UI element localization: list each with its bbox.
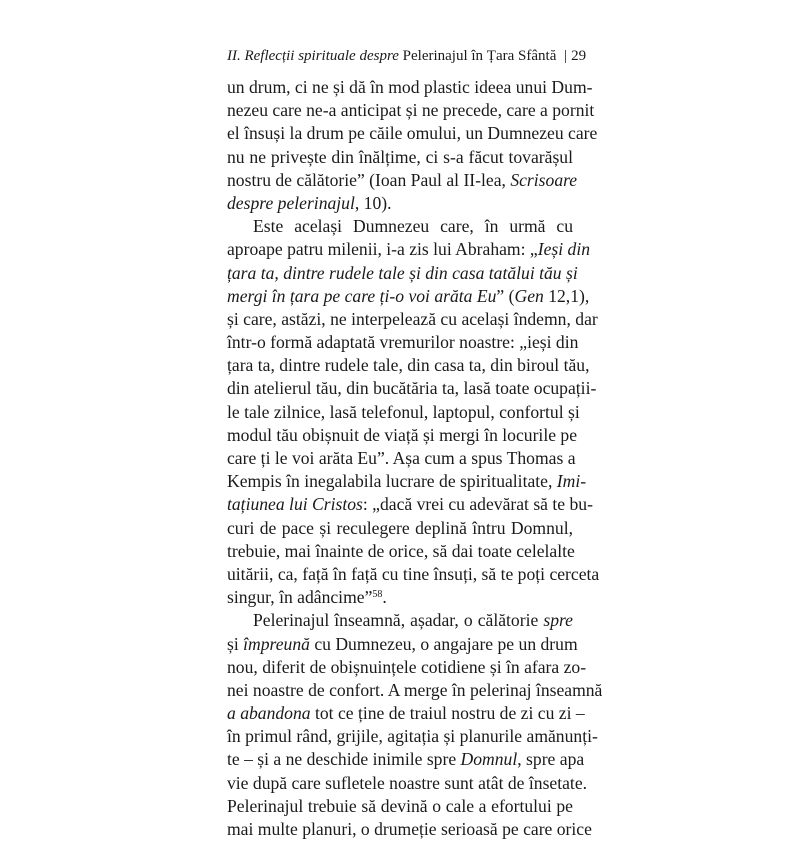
text-run: nou, diferit de obișnuințele cotidiene și în afara zo- <box>227 656 587 677</box>
header-section-title: II. Reflecții spirituale despre <box>227 48 399 64</box>
text-run: Gen <box>514 285 544 306</box>
text-line <box>227 354 590 377</box>
text-run: 12,1), <box>543 285 590 306</box>
text-line <box>227 818 592 841</box>
text-run: care ți le voi arăta Eu”. Așa cum a spus Thomas a <box>227 448 576 468</box>
text-line <box>227 401 580 424</box>
text-run: din atelierul tău, din bucătăria ta, lasă toate ocupații- <box>227 378 597 399</box>
text-line <box>227 122 598 145</box>
text-run: mai multe planuri, o drumeție serioasă pe care orice <box>227 819 592 839</box>
text-run: tațiunea lui Cristos <box>227 494 363 515</box>
header-chapter-title: Pelerinajul în Țara Sfântă <box>402 48 557 64</box>
text-run: aproape patru milenii, i-a zis lui Abraham: „ <box>227 239 538 260</box>
body-text <box>227 76 603 841</box>
text-run: nostru de călătorie” (Ioan Paul al II-lea, <box>227 169 511 190</box>
text-run: și <box>227 633 244 654</box>
text-line <box>227 563 600 586</box>
text-line <box>227 238 591 261</box>
text-run: ” ( <box>496 285 515 306</box>
text-run: singur, în adâncime” <box>227 587 373 608</box>
text-run: . <box>382 587 387 608</box>
text-line <box>227 517 573 540</box>
text-run: nei noastre de confort. A merge în pelerinaj înseamnă <box>227 679 603 700</box>
text-run: a abandona <box>227 703 311 724</box>
text-run: nu ne privește din înălțime, ci s-a făcut tovarășul <box>227 146 573 167</box>
text-line <box>227 725 598 748</box>
running-header <box>227 48 587 65</box>
text-line <box>227 772 588 795</box>
text-run: Scrisoare <box>510 169 578 190</box>
page-number: 29 <box>571 48 587 64</box>
text-line <box>227 99 595 122</box>
header-separator: | <box>564 48 568 64</box>
text-run: curi de pace și reculegere deplină întru Domnul, <box>227 517 573 538</box>
text-line <box>227 215 573 238</box>
text-line <box>227 493 593 516</box>
text-line <box>227 470 587 493</box>
text-line <box>227 795 573 818</box>
text-run: nezeu care ne-a anticipat și ne precede, care a pornit <box>227 100 595 121</box>
text-run: împreună <box>243 633 310 654</box>
text-run: Domnul <box>460 749 518 770</box>
text-run: te – și a ne deschide inimile spre <box>227 749 461 770</box>
text-run: uitării, ca, față în față cu tine însuți, să te poți cerceta <box>227 563 600 584</box>
text-run: țara ta, dintre rudele tale și din casa tatălui tău și <box>227 262 578 283</box>
text-run: Kempis în inegalabila lucrare de spiritualitate, <box>227 471 557 492</box>
text-run: vie după care sufletele noastre sunt atât de însetate. <box>227 772 588 793</box>
text-line <box>227 262 578 285</box>
text-line <box>227 586 573 609</box>
text-line <box>227 609 573 632</box>
text-run: tot ce ține de traiul nostru de zi cu zi – <box>310 703 585 724</box>
text-run: el însuși la drum pe căile omului, un Dumnezeu care <box>227 123 598 144</box>
text-run: spre <box>543 610 573 631</box>
text-run: Pelerinajul trebuie să devină o cale a efortului pe <box>227 795 573 816</box>
text-line <box>227 308 598 331</box>
text-line <box>227 447 576 470</box>
text-run: într-o formă adaptată vremurilor noastre: „ieși din <box>227 332 579 353</box>
text-run: în primul rând, grijile, agitația și planurile amănunți- <box>227 726 598 747</box>
text-run: Pelerinajul înseamnă, așadar, o călătorie <box>253 610 544 631</box>
text-run: modul tău obișnuit de viață și mergi în locurile pe <box>227 424 578 445</box>
text-run: cu Dumnezeu, o angajare pe un drum <box>309 633 578 654</box>
text-line <box>227 702 585 725</box>
text-line <box>227 285 590 308</box>
text-run: țara ta, dintre rudele tale, din casa ta, din biroul tău, <box>227 355 590 376</box>
text-line <box>227 331 579 354</box>
text-line <box>227 169 578 192</box>
text-line <box>227 76 593 99</box>
text-line <box>227 192 573 215</box>
text-line <box>227 679 603 702</box>
text-run: trebuie, mai înainte de orice, să dai toate celelalte <box>227 540 575 561</box>
text-line <box>227 377 597 400</box>
text-run: le tale zilnice, lasă telefonul, laptopul, confortul și <box>227 401 580 422</box>
text-line <box>227 748 585 771</box>
text-run: despre pelerinajul <box>227 192 355 213</box>
text-line <box>227 540 573 563</box>
footnote-ref: 58 <box>372 589 383 601</box>
text-run: mergi în țara pe care ți-o voi arăta Eu <box>227 285 497 306</box>
text-run: : „dacă vrei cu adevărat să te bu- <box>362 494 593 515</box>
text-run: Este același Dumnezeu care, în urmă cu <box>253 216 573 237</box>
text-run: Imi- <box>556 471 587 492</box>
text-line <box>227 656 587 679</box>
text-run: un drum, ci ne și dă în mod plastic ideea unui Dum- <box>227 77 593 97</box>
text-line <box>227 424 578 447</box>
text-run: , spre apa <box>517 749 585 770</box>
text-run: și care, astăzi, ne interpelează cu același îndemn, dar <box>227 308 598 329</box>
text-run: Ieși din <box>537 239 591 260</box>
text-line <box>227 146 573 169</box>
text-run: , 10). <box>354 192 392 213</box>
text-line <box>227 633 578 656</box>
